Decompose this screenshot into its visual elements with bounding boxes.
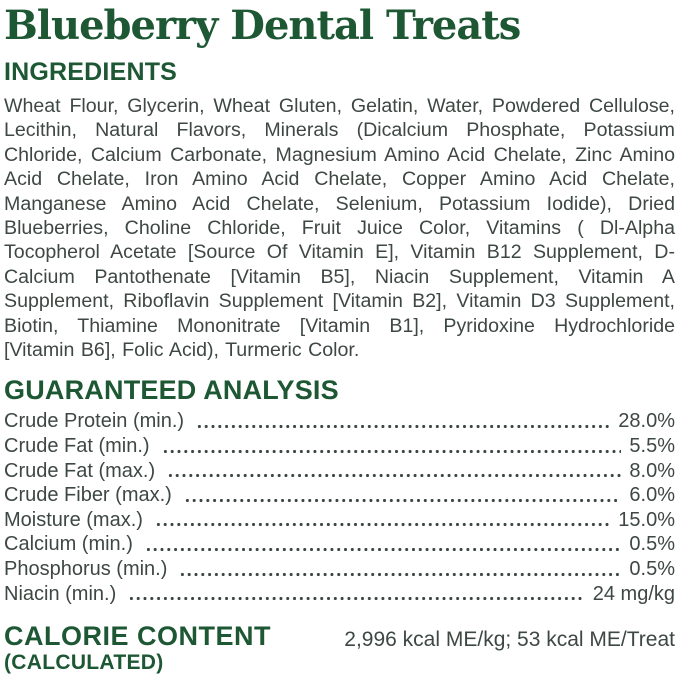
analysis-value: 15.0% — [618, 508, 675, 531]
analysis-row — [4, 582, 675, 607]
analysis-value: 6.0% — [629, 484, 675, 507]
analysis-label: Niacin (min.) — [4, 582, 117, 605]
dot-leader — [145, 546, 622, 553]
calorie-content-heading: CALORIE CONTENT — [4, 621, 271, 652]
dot-leader — [155, 521, 610, 528]
dot-leader — [162, 448, 622, 455]
analysis-label: Crude Fiber (max.) — [4, 484, 172, 507]
analysis-value: 8.0% — [629, 459, 675, 482]
product-title: Blueberry Dental Treats — [4, 2, 521, 49]
analysis-label: Crude Protein (min.) — [4, 410, 185, 433]
analysis-label: Crude Fat (min.) — [4, 435, 150, 458]
dot-leader — [128, 595, 584, 602]
analysis-row — [4, 557, 675, 582]
ingredients-heading: INGREDIENTS — [4, 58, 178, 86]
calorie-content-headings — [4, 621, 271, 675]
analysis-label: Phosphorus (min.) — [4, 558, 168, 581]
analysis-label: Calcium (min.) — [4, 533, 133, 556]
analysis-row — [4, 459, 675, 484]
analysis-value: 5.5% — [629, 435, 675, 458]
analysis-row — [4, 409, 675, 434]
guaranteed-analysis-heading: GUARANTEED ANALYSIS — [4, 375, 339, 406]
analysis-row — [4, 508, 675, 533]
analysis-value: 0.5% — [629, 533, 675, 556]
dot-leader — [184, 497, 622, 504]
calorie-content-section — [4, 621, 675, 675]
analysis-row — [4, 532, 675, 557]
analysis-value: 24 mg/kg — [592, 582, 675, 605]
guaranteed-analysis-table — [4, 409, 675, 606]
calorie-content-value: 2,996 kcal ME/kg; 53 kcal ME/Treat — [344, 628, 675, 652]
analysis-value: 28.0% — [618, 410, 675, 433]
analysis-label: Crude Fat (max.) — [4, 459, 156, 482]
dot-leader — [179, 571, 621, 578]
dot-leader — [167, 472, 621, 479]
analysis-value: 0.5% — [629, 558, 675, 581]
calorie-content-subheading: (CALCULATED) — [4, 651, 164, 675]
analysis-row — [4, 483, 675, 508]
ingredients-text: Wheat Flour, Glycerin, Wheat Gluten, Gelatin, Water, Powdered Cellulose, Lecithin, Natural Flavors, Minerals (Dicalcium Phosphate, Potassium Chloride, Calcium Carbonate, Magnesium Amino Acid Chelate, Zinc Amino Acid Chelate, Iron Amino Acid Chelate, Copper Amino Acid Chelate, Manganese Amino Acid Chelate, Selenium, Potassium Iodide), Dried Blueberries, Choline Chloride, Fruit Juice Color, Vitamins ( Dl-Alpha Tocopherol Acetate [Source Of Vitamin E], Vitamin B12 Supplement, D-Calcium Pantothenate [Vitamin B5], Niacin Supplement, Vitamin A Supplement, Riboflavin Supplement [Vitamin B2], Vitamin D3 Supplement, Biotin, Thiamine Mononitrate [Vitamin B1], Pyridoxine Hydrochloride [Vitamin B6], Folic Acid), Turmeric Color. — [4, 95, 675, 362]
analysis-row — [4, 434, 675, 459]
dot-leader — [196, 423, 610, 430]
analysis-label: Moisture (max.) — [4, 508, 143, 531]
